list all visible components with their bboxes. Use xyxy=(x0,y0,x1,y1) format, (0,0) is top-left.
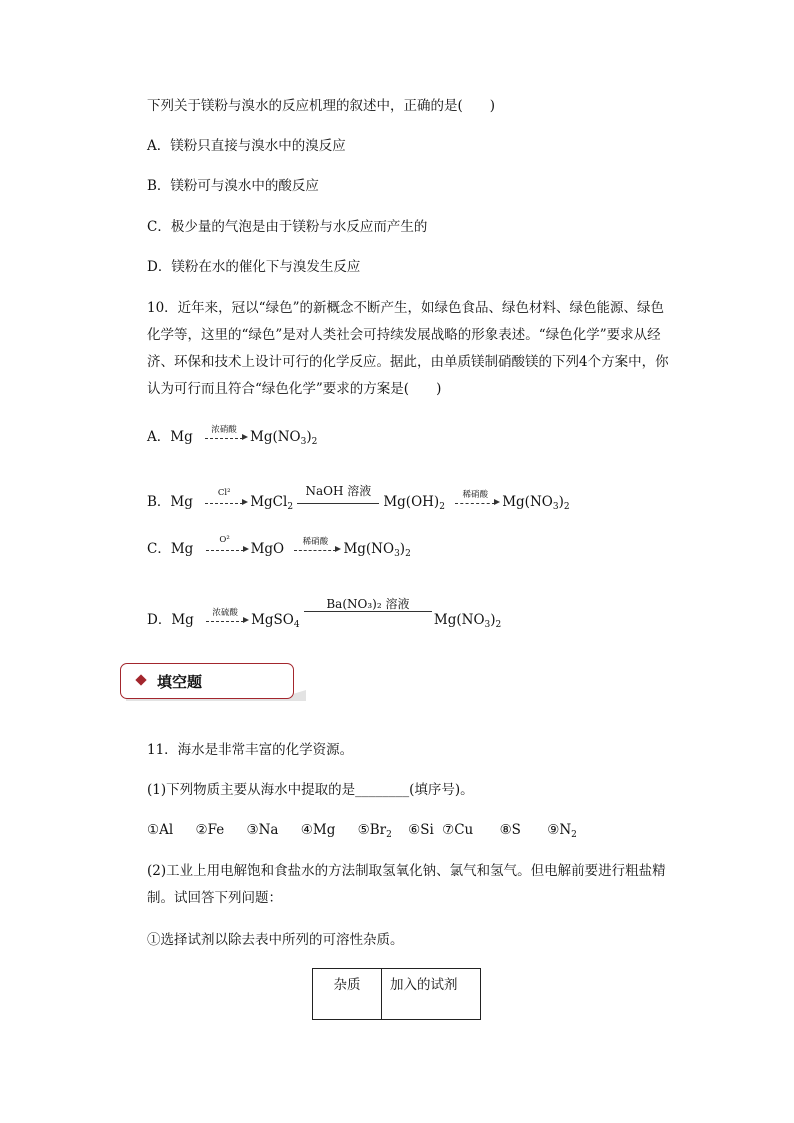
reaction-arrow xyxy=(205,425,243,439)
q10-option-b xyxy=(147,484,570,512)
q9-option-d: D．镁粉在水的催化下与溴发生反应 xyxy=(147,259,361,275)
q9-stem: 下列关于镁粉与溴水的反应机理的叙述中，正确的是( ) xyxy=(147,98,496,114)
list-item: $⑨N_2$ xyxy=(547,822,577,840)
reaction-arrow xyxy=(205,488,243,504)
table-row xyxy=(313,969,481,1020)
product: MgCl$_2$ xyxy=(250,494,294,512)
list-item: ⑦Cu xyxy=(442,822,474,838)
table-header-reagent: 加入的试剂 xyxy=(382,969,481,1020)
q9-option-b: B．镁粉可与溴水中的酸反应 xyxy=(147,178,319,194)
list-item: ③Na xyxy=(246,822,279,838)
arrow-reagent: 稀硝酸 xyxy=(462,490,488,500)
product: $Mg(OH)_2$ xyxy=(383,494,445,512)
q10-option-c xyxy=(147,537,411,559)
reactant-label: A．Mg xyxy=(147,429,193,445)
reaction-arrow xyxy=(455,490,495,504)
q11-part2: (2)工业上用电解饱和食盐水的方法制取氢氧化钠、氯气和氢气。但电解前要进行粗盐精制。试回答下列问题： xyxy=(147,863,666,906)
product: $Mg(NO_3)_2$ xyxy=(502,494,570,512)
q10-option-a xyxy=(147,425,317,447)
list-item: ①Al xyxy=(147,822,174,838)
reaction-arrow xyxy=(297,484,379,504)
reactant-label: B．Mg xyxy=(147,494,193,510)
q11-items xyxy=(147,820,577,845)
arrow-reagent: Cl² xyxy=(217,488,231,498)
q11-part1: (1)下列物质主要从海水中提取的是________(填序号)。 xyxy=(147,782,474,798)
arrow-reagent: O² xyxy=(219,535,230,545)
arrow-reagent: Ba(NO₃)₂ 溶液 xyxy=(326,596,410,611)
q11-part3: ①选择试剂以除去表中所列的可溶性杂质。 xyxy=(147,932,404,948)
reaction-arrow xyxy=(294,537,336,551)
table-header-impurity: 杂质 xyxy=(313,969,382,1020)
product: MgO xyxy=(250,541,285,557)
reaction-arrow xyxy=(206,608,244,622)
list-item: ④Mg xyxy=(300,822,336,838)
impurity-table xyxy=(312,968,481,1020)
diamond-icon xyxy=(135,674,146,685)
q11-stem: 11．海水是非常丰富的化学资源。 xyxy=(147,742,354,758)
reaction-arrow xyxy=(206,535,244,551)
product: $Mg(NO_3)_2$ xyxy=(433,612,502,630)
product: MgSO$_4$ xyxy=(251,612,300,630)
list-item: ②Fe xyxy=(195,822,225,838)
list-item: $⑤Br_2$ xyxy=(357,822,392,840)
list-item: ⑥Si xyxy=(408,822,434,838)
q10-option-d xyxy=(147,596,502,630)
product: $Mg(NO_3)_2$ xyxy=(343,541,411,559)
q9-option-a: A．镁粉只直接与溴水中的溴反应 xyxy=(147,138,346,154)
section-title: 填空题 xyxy=(157,673,203,691)
arrow-reagent: 浓硫酸 xyxy=(212,608,238,618)
arrow-reagent: 稀硝酸 xyxy=(302,537,329,547)
arrow-reagent: 浓硝酸 xyxy=(211,425,237,435)
section-banner xyxy=(120,663,294,699)
q9-option-c: C．极少量的气泡是由于镁粉与水反应而产生的 xyxy=(147,219,428,235)
reactant-label: C．Mg xyxy=(147,541,194,557)
q10-stem: 10．近年来，冠以“绿色”的新概念不断产生，如绿色食品、绿色材料、绿色能源、绿色化学等，这里的“绿色”是对人类社会可持续发展战略的形象表述。“绿色化学”要求从经济、环保和技术上设计可行的化学反应。据此，由单质镁制硝酸镁的下列4个方案中，你认为可行而且符合“绿色化学”要求的方案是( ) xyxy=(147,300,669,397)
list-item: ⑧S xyxy=(499,822,521,838)
product: $Mg(NO_3)_2$ xyxy=(250,429,318,447)
reactant-label: D．Mg xyxy=(147,612,194,628)
arrow-reagent: NaOH 溶液 xyxy=(305,484,372,498)
